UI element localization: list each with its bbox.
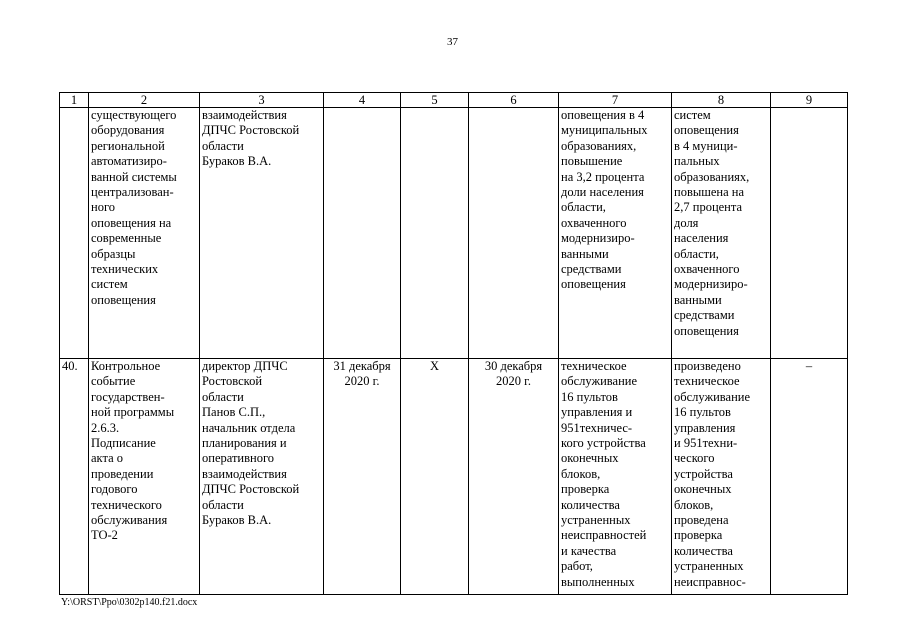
column-header: 5 — [401, 93, 469, 108]
table-cell-number — [60, 108, 89, 359]
column-header: 7 — [559, 93, 672, 108]
file-path-footer: Y:\ORST\Ppo\0302p140.f21.docx — [61, 597, 198, 608]
table-cell-actual-result: систем оповещения в 4 муници- пальных образованиях, повышена на 2,7 процента доля населения области, охваченного модернизиро- ванными средствами оповещения — [672, 108, 771, 359]
table-cell-actual-date — [469, 108, 559, 359]
table-cell-event: существующего оборудования региональной автоматизиро- ванной системы централизован- ного оповещения на современные образцы технических систем оповещения — [89, 108, 200, 359]
page-number: 37 — [447, 36, 458, 48]
column-header: 4 — [324, 93, 401, 108]
table-cell-planned-result: техническое обслуживание 16 пультов управления и 951техничес- кого устройства оконечных блоков, проверка количества устраненных неисправностей и качества работ, выполненных — [559, 359, 672, 595]
column-header: 6 — [469, 93, 559, 108]
table-cell-event: Контрольное событие государствен- ной программы 2.6.3. Подписание акта о проведении годового технического обслуживания ТО-2 — [89, 359, 200, 595]
table-cell-planned-date — [324, 108, 401, 359]
table-cell-col9 — [771, 108, 848, 359]
table-row — [60, 108, 848, 359]
column-header: 2 — [89, 93, 200, 108]
table-cell-actual-date: 30 декабря 2020 г. — [469, 359, 559, 595]
table-cell-actual-result: произведено техническое обслуживание 16 пультов управления и 951техни- ческого устройства оконечных блоков, проведена проверка количества устраненных неисправнос- — [672, 359, 771, 595]
column-header: 3 — [200, 93, 324, 108]
table-cell-number: 40. — [60, 359, 89, 595]
table-cell-planned-date: 31 декабря 2020 г. — [324, 359, 401, 595]
table-cell-responsible: директор ДПЧС Ростовской области Панов С.П., начальник отдела планирования и оперативного взаимодействия ДПЧС Ростовской области Бураков В.А. — [200, 359, 324, 595]
data-table — [59, 92, 848, 595]
table-cell-col5 — [401, 108, 469, 359]
table-cell-col9: – — [771, 359, 848, 595]
table-cell-planned-result: оповещения в 4 муниципальных образованиях, повышение на 3,2 процента доли населения области, охваченного модернизиро- ванными средствами оповещения — [559, 108, 672, 359]
table-cell-col5: Х — [401, 359, 469, 595]
table-header-row — [60, 93, 848, 108]
column-header: 1 — [60, 93, 89, 108]
table-cell-responsible: взаимодействия ДПЧС Ростовской области Бураков В.А. — [200, 108, 324, 359]
column-header: 9 — [771, 93, 848, 108]
table-row — [60, 359, 848, 595]
column-header: 8 — [672, 93, 771, 108]
